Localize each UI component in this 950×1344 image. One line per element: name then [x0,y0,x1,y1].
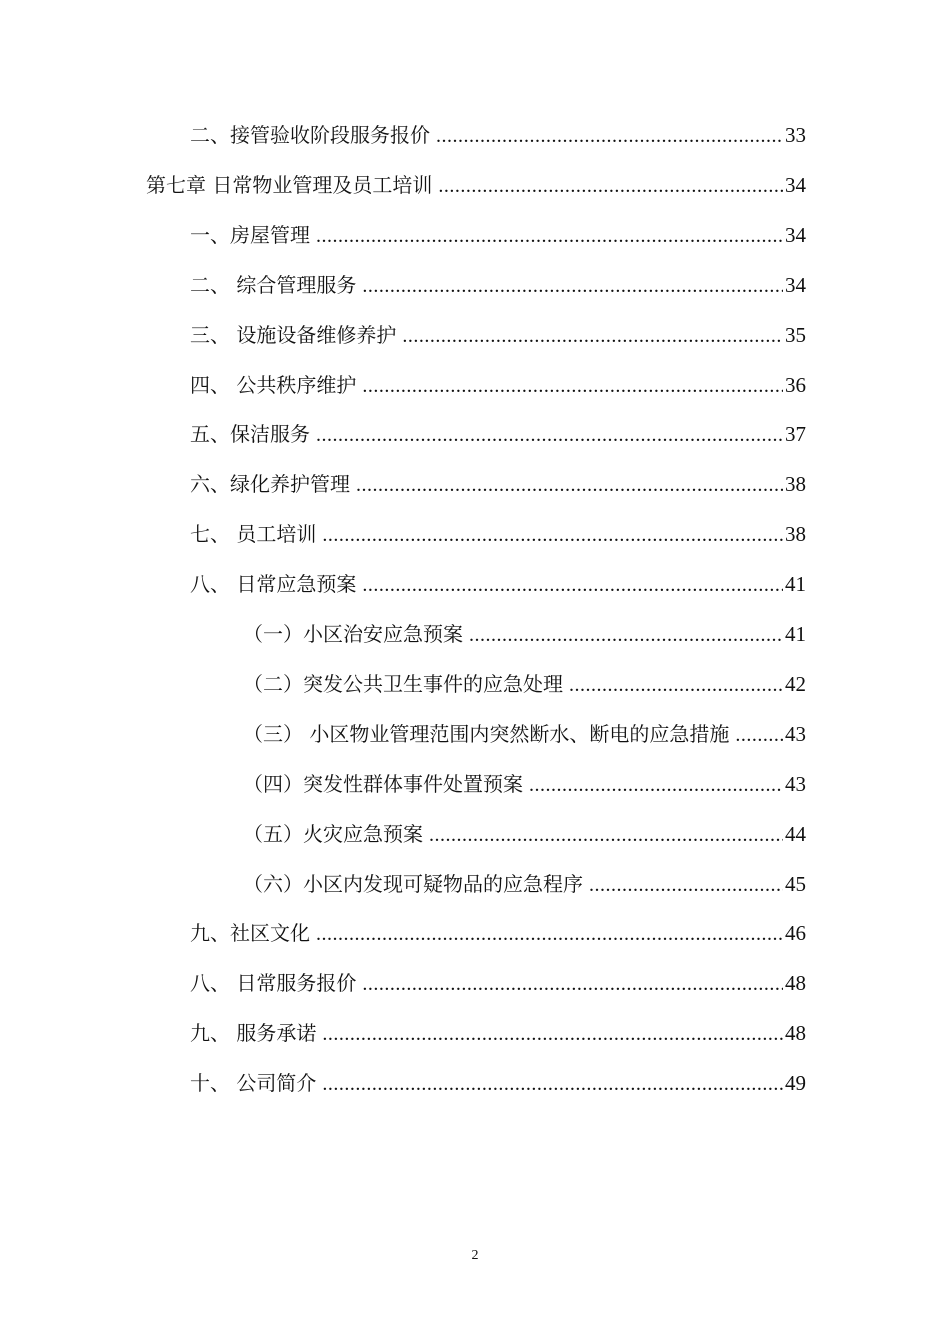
toc-entry-page: 48 [785,971,806,996]
toc-entry [190,120,806,150]
dot-leader [322,520,783,550]
dot-leader [356,470,783,500]
toc-entry [243,719,806,749]
toc-entry-page: 34 [785,272,806,297]
dot-leader [429,820,783,850]
toc-entry-page: 41 [785,572,806,597]
toc-entry-title: 六、绿化养护管理 [190,472,350,497]
dot-leader [322,1019,783,1049]
toc-entry-page: 37 [785,422,806,447]
toc-entry [190,1068,806,1098]
dot-leader [322,1069,783,1099]
toc-entry-page: 43 [785,721,806,746]
dot-leader [469,620,783,650]
toc-entry [146,170,806,200]
toc-entry-page: 35 [785,322,806,347]
toc-entry [190,968,806,998]
toc-entry-title: 二、接管验收阶段服务报价 [190,123,430,147]
dot-leader [362,271,783,301]
toc-entry [243,819,806,849]
dot-leader [735,720,783,750]
toc-entry [190,270,806,300]
toc-entry-title: 八、 日常服务报价 [190,971,357,996]
toc-entry-title: （六）小区内发现可疑物品的应急程序 [243,871,583,896]
toc-entry-title: 十、 公司简介 [190,1071,317,1096]
toc-entry-title: 三、 设施设备维修养护 [190,322,397,347]
toc-entry-page: 34 [785,222,806,247]
toc-entry [190,220,806,250]
dot-leader [569,670,783,700]
toc-entry [190,569,806,599]
dot-leader [362,570,783,600]
toc-entry-page: 46 [785,921,806,946]
toc-entry-page: 38 [785,472,806,497]
dot-leader [316,919,783,949]
toc-entry-page: 33 [785,123,806,147]
dot-leader [316,420,783,450]
toc-entry-title: 第七章 日常物业管理及员工培训 [146,172,433,197]
toc-entry [190,918,806,948]
page-number: 2 [471,1248,479,1263]
toc-entry [190,370,806,400]
dot-leader [529,770,783,800]
dot-leader [438,171,783,201]
toc-entry [243,869,806,899]
toc-entry-page: 42 [785,671,806,696]
dot-leader [402,321,783,351]
toc-entry-title: 九、社区文化 [190,921,310,946]
toc-entry-title: （一）小区治安应急预案 [243,622,463,646]
toc-entry-title: 一、房屋管理 [190,222,310,247]
toc-entry-page: 45 [785,871,806,896]
dot-leader [589,870,783,900]
toc-entry-title: 九、 服务承诺 [190,1021,317,1046]
toc-entry-page: 36 [785,372,806,397]
toc-entry [190,1018,806,1048]
toc-entry-title: 二、 综合管理服务 [190,272,357,297]
toc-entry-title: 五、保洁服务 [190,422,310,447]
toc-entry [243,669,806,699]
toc-entry [190,469,806,499]
toc-entry-page: 43 [785,771,806,796]
toc-entry [190,519,806,549]
toc-entry-page: 34 [785,172,806,197]
toc-entry-page: 44 [785,821,806,846]
toc-entry-title: （五）火灾应急预案 [243,821,423,846]
toc-entry-title: 七、 员工培训 [190,522,317,547]
toc-entry-title: （三） 小区物业管理范围内突然断水、断电的应急措施 [243,721,730,746]
dot-leader [362,969,783,999]
toc-entry-page: 41 [785,622,806,646]
toc-entry [243,769,806,799]
dot-leader [362,371,783,401]
toc-entry-title: （二）突发公共卫生事件的应急处理 [243,671,563,696]
toc-entry [190,320,806,350]
toc-entry-title: （四）突发性群体事件处置预案 [243,771,523,796]
toc-entry-page: 49 [785,1071,806,1096]
toc-entry-title: 八、 日常应急预案 [190,572,357,597]
toc-entry-page: 48 [785,1021,806,1046]
dot-leader [436,121,783,151]
toc-entry [243,619,806,649]
toc-entry-title: 四、 公共秩序维护 [190,372,357,397]
dot-leader [316,221,783,251]
toc-entry [190,419,806,449]
toc-entry-page: 38 [785,522,806,547]
